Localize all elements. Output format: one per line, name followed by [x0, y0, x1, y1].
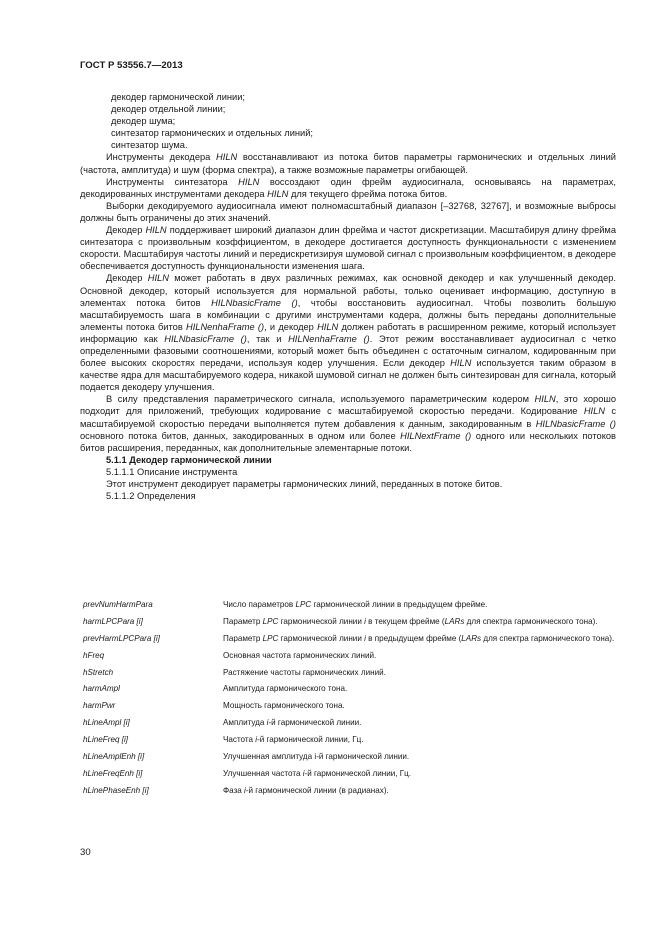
definition-row — [80, 684, 616, 695]
definition-description: Улучшенная амплитуда i-й гармонической линии. — [223, 752, 410, 762]
paragraph: 5.1.1.1 Описание инструмента — [106, 466, 238, 477]
definition-term: hFreq — [83, 650, 105, 660]
definition-term: hLineAmpl [i] — [83, 718, 130, 728]
definition-term: hLineFreqEnh [i] — [83, 768, 143, 778]
definition-row — [80, 617, 616, 628]
paragraph: Инструменты синтезатора HILN воссоздают один фрейм аудиосигнала, основываясь на параметрах, декодированных инструментами декодера HILN для текущего фрейма потока битов. — [80, 176, 616, 199]
paragraph: Декодер HILN может работать в двух различных режимах, как основной декодер и как улучшенный декодер. Основной декодер, который используется для нормальной работы, только оценивает информацию, доступную в элементах потока битов HILNbasicFrame (), чтобы восстановить аудиосигнал. Чтобы позволить большую масштабируемость шага в комбинации с другими инструментами кодера, должны быть переданы дополнительные элементы потока битов HILNenhaFrame (), и декодер HILN должен работать в расширенном режиме, который использует информацию как HILNbasicFrame (), так и HILNenhaFrame (). Этот режим восстанавливает аудиосигнал с четко определенными фазовыми соотношениями, который может быть объединен с остаточным сигналом, кодированным при более высоких скоростях передачи, используя кодер улучшения. Если декодер HILN используется таким образом в качестве ядра для масштабируемого кодера, никакой шумовой сигнал не должен быть синтезирован для сигнала, который подается декодеру улучшения. — [80, 273, 617, 393]
definition-description: Фаза i-й гармонической линии (в радианах). — [223, 785, 389, 795]
section-heading: 5.1.1 Декодер гармонической линии — [106, 454, 272, 465]
page-number: 30 — [80, 847, 91, 858]
document-header: ГОСТ Р 53556.7—2013 — [80, 60, 183, 71]
list-item: декодер гармонической линии; — [111, 92, 246, 102]
definition-row — [80, 701, 616, 712]
list-item: синтезатор гармонических и отдельных линий; — [111, 128, 313, 139]
definition-description: Основная частота гармонических линий. — [223, 650, 377, 660]
definition-row — [80, 668, 616, 679]
paragraph: Декодер HILN поддерживает широкий диапазон длин фрейма и частот дискретизации. Масштабируя длину фрейма синтезатора с произвольным коэффициентом, в декодере достигается доступность функциональности с изменением скорости. Масштабируя частоты линий и передискретизируя шумовой сигнал с произвольным коэффициентом, в декодере обеспечивается доступность функциональности изменения шага. — [80, 225, 616, 272]
paragraph: Инструменты декодера HILN восстанавливают из потока битов параметры гармонических и отдельных линий (частота, амплитуда) и шум (форма спектра), а также возможные параметры огибающей. — [80, 152, 616, 175]
paragraph: Выборки декодируемого аудиосигнала имеют полномасштабный диапазон [–32768, 32767], и возможные выбросы должны быть ограничены до этих значений. — [80, 200, 616, 223]
list-item: декодер шума; — [111, 116, 176, 127]
definition-row — [80, 752, 616, 763]
definition-row — [80, 718, 616, 729]
list-item: синтезатор шума. — [111, 140, 188, 151]
definition-term: hLinePhaseEnh [i] — [83, 785, 149, 795]
definition-description: Число параметров LPC гармонической линии в предыдущем фрейме. — [223, 600, 488, 609]
definition-description: Параметр LPC гармонической линии i в предыдущем фрейме (LARs для спектра гармонического тона). — [223, 633, 615, 643]
paragraph: 5.1.1.2 Определения — [106, 491, 196, 502]
definition-description: Амплитуда гармонического тона. — [223, 684, 348, 694]
definition-row — [80, 786, 616, 797]
definition-term: hStretch — [83, 667, 114, 677]
definition-term: prevHarmLPCPara [i] — [83, 633, 160, 643]
list-item: декодер отдельной линии; — [111, 104, 226, 115]
definition-row — [80, 634, 616, 645]
paragraph: Этот инструмент декодирует параметры гармонических линий, переданных в потоке битов. — [106, 479, 503, 489]
definition-row — [80, 600, 616, 611]
definition-row — [80, 735, 616, 746]
definition-description: Мощность гармонического тона. — [223, 701, 345, 711]
definition-term: hLineFreq [i] — [83, 735, 128, 745]
definition-term: harmLPCPara [i] — [83, 616, 143, 626]
body-text — [80, 91, 616, 502]
definition-row — [80, 651, 616, 662]
definition-description: Улучшенная частота i-й гармонической линии, Гц. — [223, 768, 412, 778]
definition-term: hLineAmplEnh [i] — [83, 752, 145, 762]
paragraph: В силу представления параметрического сигнала, используемого параметрическим кодером HILN, это хорошо подходит для приложений, требующих кодирование с масштабируемой скоростью передачи. Кодирование HILN с масштабируемой скоростью передачи выполняется путем добавления к данным, закодированным в HILNbasicFrame () основного потока битов, данных, закодированных в одном или более HILNextFrame () одного или нескольких потоков битов расширения, переданных, как дополнительные элементарные потоки. — [80, 394, 617, 453]
definitions-list — [80, 600, 616, 803]
definition-description: Амплитуда i-й гармонической линии. — [223, 718, 362, 728]
definition-term: prevNumHarmPara — [83, 600, 153, 609]
definition-row — [80, 769, 616, 780]
definition-term: harmAmpl — [83, 684, 120, 694]
definition-description: Частота i-й гармонической линии, Гц. — [223, 735, 364, 745]
definition-term: harmPwr — [83, 701, 116, 711]
definition-description: Растяжение частоты гармонических линий. — [223, 667, 386, 677]
definition-description: Параметр LPC гармонической линии i в текущем фрейме (LARs для спектра гармонического тона). — [223, 616, 598, 626]
